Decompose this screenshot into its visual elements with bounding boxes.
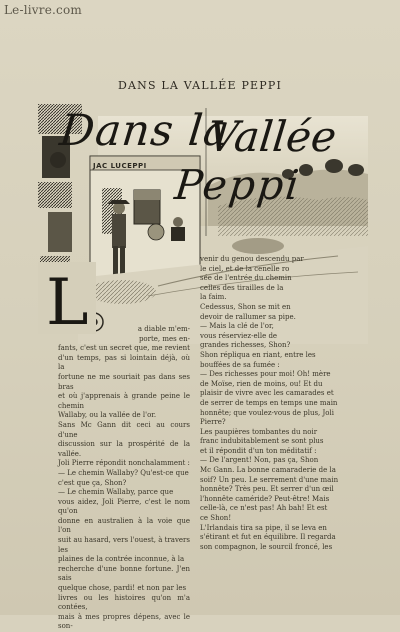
drop-cap-ornament <box>38 262 96 334</box>
text-line: Shon répliqua en riant, entre les <box>200 350 316 359</box>
text-line: honnête; que voulez-vous de plus, Joli <box>200 408 335 417</box>
text-line: — Le chemin Wallaby? Qu'est-ce que <box>58 468 189 477</box>
text-line: Pierre? <box>200 418 226 427</box>
text-line: mais à mes propres dépens, avec le son- <box>58 612 190 631</box>
text-line: Les paupières tombantes du noir <box>200 427 318 436</box>
text-line: L'Irlandais tira sa pipe, il se leva en <box>200 523 327 532</box>
text-line: venir du genou descendu par <box>200 255 304 263</box>
text-line: et il répondit d'un ton méditatif : <box>200 446 317 455</box>
text-line: plaines de la contrée inconnue, à la <box>58 555 185 564</box>
text-line: la faim. <box>200 293 227 302</box>
drop-cap-letter: L <box>46 266 89 334</box>
text-line: a diable m'em- <box>137 325 190 333</box>
text-line: d'un temps, pas si lointain déjà, où la <box>58 353 190 372</box>
text-line: son compagnon, le sourcil froncé, les <box>200 542 333 551</box>
text-line: vous aidez, Joli Pierre, c'est le nom qu'on <box>58 497 190 516</box>
text-line: fortune ne me souriait pas dans ses bras <box>58 372 190 391</box>
text-line: franc indubitablement se sont plus <box>200 437 324 446</box>
text-line: devoir de rallumer sa pipe. <box>200 312 296 321</box>
text-line: de serrer de temps en temps une main <box>200 398 338 407</box>
text-line: Wallaby, ou la vallée de l'or. <box>58 411 157 420</box>
text-line: livres ou les histoires qu'on m'a contées, <box>58 593 190 612</box>
text-line: — Le chemin Wallaby, parce que <box>58 488 174 497</box>
text-column-left <box>58 325 190 632</box>
text-line: grandes richesses, Shon? <box>200 341 291 350</box>
text-line: c'est que ça, Shon? <box>58 478 127 487</box>
text-column-right <box>200 255 352 552</box>
text-line: discussion sur la prospérité de la vallée. <box>58 440 190 458</box>
text-line: porte, mes en- <box>138 334 190 343</box>
illustration-title-peppi: Peppi <box>172 161 304 209</box>
text-line: Cedessus, Shon se mit en <box>200 302 291 311</box>
text-line: Mc Gann. La bonne camaraderie de la <box>200 466 336 475</box>
watermark: Le-livre.com <box>4 3 82 17</box>
text-line: fants, c'est un secret que, me revient <box>58 344 190 353</box>
text-line: Sans Mc Gann dit ceci au cours d'une <box>58 420 190 439</box>
illustration-title-dans-la: Dans la <box>57 106 233 156</box>
text-line: l'honnête caméride? Peut-être! Mais <box>200 494 330 503</box>
text-line: de Moïse, rien de moins, ou! Et du <box>200 379 323 388</box>
text-line: donne en australien à la voie que l'on <box>58 516 190 535</box>
text-line: quelque chose, pardi! et non par les <box>58 584 187 593</box>
text-line: — Mais la clé de l'or, <box>200 322 274 331</box>
text-line: plaisir de vivre avec les camarades et <box>200 389 334 398</box>
text-line: le ciel, et de la cenelle ro <box>200 264 290 273</box>
text-line: et où j'apprenais à grande peine le chemin <box>58 392 190 410</box>
text-line: celles des tirailles de la <box>200 283 284 292</box>
text-line: s'étirant et fut en équilibre. Il regarda <box>200 533 336 542</box>
text-line: bouffées de sa fumée : <box>200 360 280 369</box>
text-line: soif? Un peu. Le serrement d'une main <box>200 475 339 484</box>
text-line: celle-là, ce n'est pas! Ah bah! Et est <box>200 504 328 513</box>
text-line: vous réserviez-elle de <box>200 331 278 340</box>
text-line: sée de l'entrée du chemin <box>200 274 292 283</box>
text-line: recherche d'une bonne fortune. J'en sais <box>58 564 190 583</box>
running-title: DANS LA VALLÉE PEPPI <box>117 79 283 92</box>
text-line: ce Shon! <box>200 514 232 523</box>
text-line: honnête? Très peu. Et serrer d'un œil <box>200 485 334 494</box>
shop-sign: JAC LUCEPPI <box>93 162 147 170</box>
text-line: Joli Pierre répondit nonchalamment : <box>58 459 190 468</box>
text-line: suit au hasard, vers l'ouest, à travers les <box>58 536 190 554</box>
text-line: — Des richesses pour moi! Oh! mère <box>200 370 331 379</box>
text-line: — De l'argent! Non, pas ça, Shon <box>200 456 319 465</box>
illustration-title-vallee: Vallée <box>205 112 339 161</box>
